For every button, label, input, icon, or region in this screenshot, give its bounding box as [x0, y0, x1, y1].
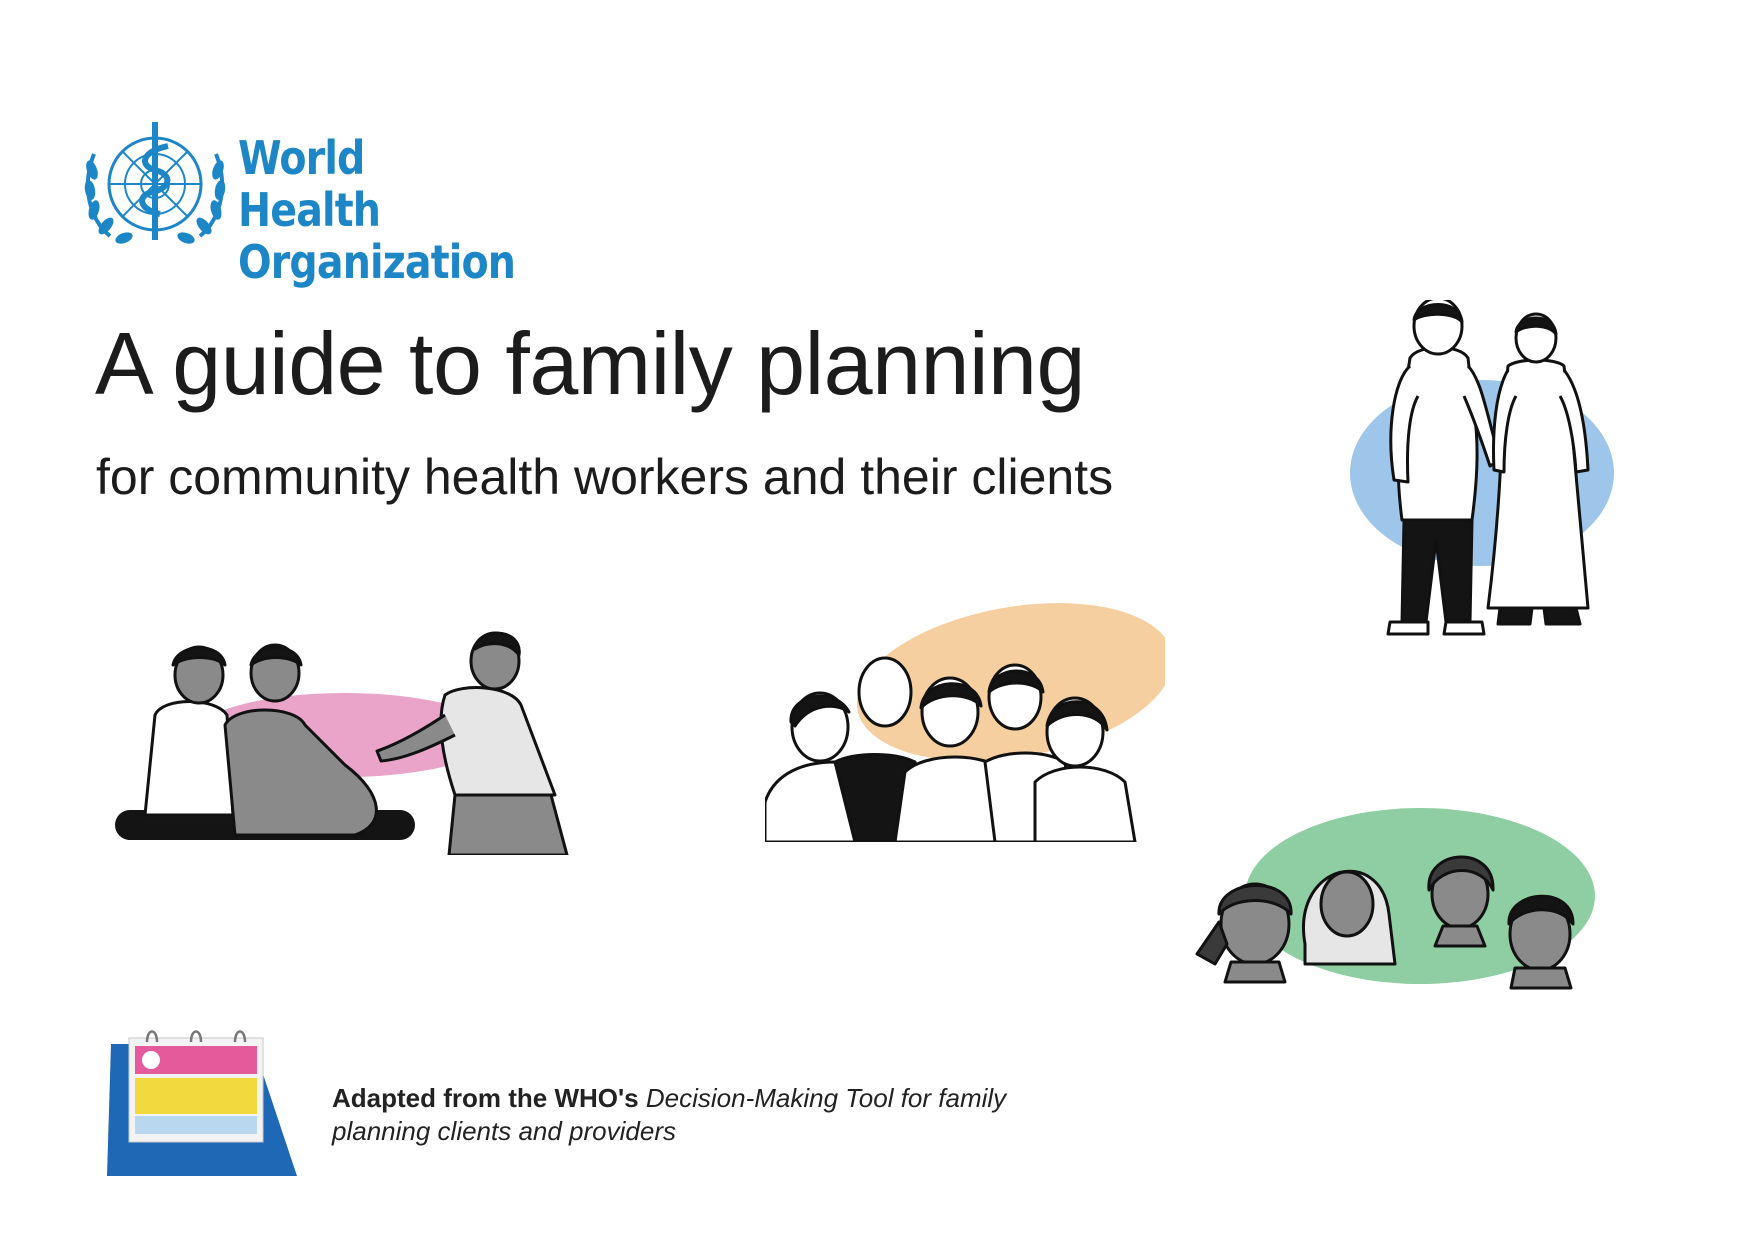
women-group-illustration	[1195, 804, 1595, 1004]
credit-text	[332, 1082, 1092, 1148]
who-logo	[80, 118, 520, 289]
page-title: A guide to family planning	[95, 314, 1085, 413]
credit-italic-2: planning clients and providers	[332, 1116, 676, 1146]
credit-italic-1: Decision-Making Tool for family	[645, 1083, 1007, 1113]
couple-illustration	[1350, 300, 1650, 650]
men-group-illustration	[765, 602, 1165, 842]
flip-chart-icon	[105, 1020, 305, 1180]
page-subtitle: for community health workers and their clients	[96, 449, 1114, 505]
credit-lead: Adapted from the WHO's	[332, 1083, 639, 1113]
counselling-illustration	[115, 625, 575, 855]
logo-line-2: Organization	[238, 235, 516, 289]
who-wordmark	[238, 132, 515, 288]
logo-line-1: World Health	[238, 131, 381, 237]
who-emblem-icon	[80, 118, 230, 250]
